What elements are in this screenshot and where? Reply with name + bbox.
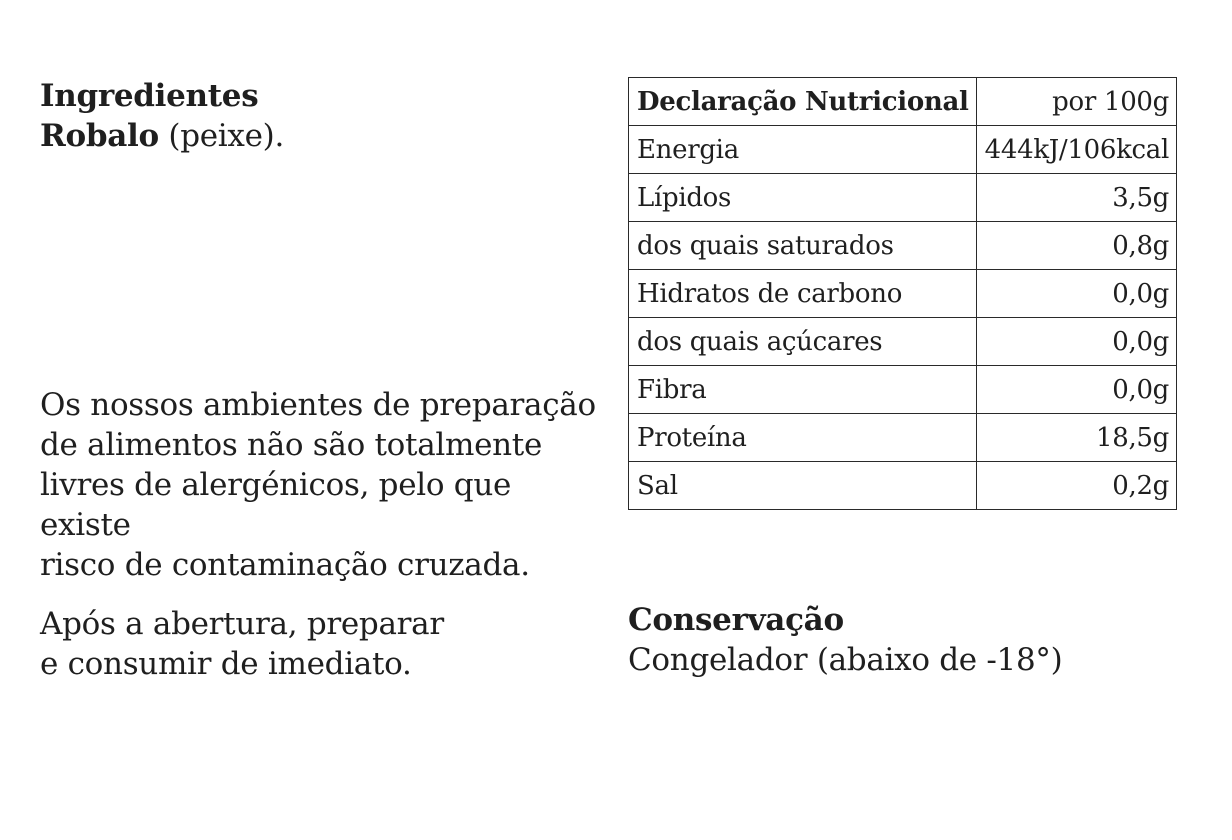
allergen-line: Os nossos ambientes de preparação bbox=[40, 387, 596, 423]
nutrition-header-label: Declaração Nutricional bbox=[629, 78, 977, 126]
ingredients-list bbox=[40, 116, 600, 156]
after-opening-instructions bbox=[40, 604, 600, 684]
nutrition-row bbox=[629, 270, 1177, 318]
after-opening-line: Após a abertura, preparar bbox=[40, 606, 444, 642]
nutrient-value: 0,8g bbox=[976, 222, 1176, 270]
ingredients-section bbox=[40, 76, 600, 156]
nutrition-row bbox=[629, 462, 1177, 510]
nutrition-row bbox=[629, 318, 1177, 366]
ingredient-main: Robalo bbox=[40, 118, 159, 154]
nutrition-row bbox=[629, 174, 1177, 222]
nutrient-label: dos quais saturados bbox=[629, 222, 977, 270]
nutrient-value: 18,5g bbox=[976, 414, 1176, 462]
conservation-section bbox=[628, 600, 1208, 680]
nutrition-row bbox=[629, 366, 1177, 414]
nutrition-header-row bbox=[629, 78, 1177, 126]
nutrient-label: Hidratos de carbono bbox=[629, 270, 977, 318]
allergen-line: livres de alergénicos, pelo que existe bbox=[40, 467, 512, 543]
nutrition-row bbox=[629, 414, 1177, 462]
nutrient-label: Proteína bbox=[629, 414, 977, 462]
nutrient-value: 0,0g bbox=[976, 318, 1176, 366]
nutrient-label: Lípidos bbox=[629, 174, 977, 222]
nutrition-header-per: por 100g bbox=[976, 78, 1176, 126]
nutrient-label: Fibra bbox=[629, 366, 977, 414]
nutrient-value: 0,2g bbox=[976, 462, 1176, 510]
allergen-notice bbox=[40, 385, 610, 585]
nutrient-value: 444kJ/106kcal bbox=[976, 126, 1176, 174]
conservation-text: Congelador (abaixo de -18°) bbox=[628, 642, 1063, 678]
nutrient-value: 3,5g bbox=[976, 174, 1176, 222]
nutrient-label: dos quais açúcares bbox=[629, 318, 977, 366]
nutrition-row bbox=[629, 222, 1177, 270]
after-opening-line: e consumir de imediato. bbox=[40, 646, 412, 682]
nutrition-row bbox=[629, 126, 1177, 174]
ingredients-heading: Ingredientes bbox=[40, 78, 259, 114]
nutrient-value: 0,0g bbox=[976, 366, 1176, 414]
conservation-heading: Conservação bbox=[628, 602, 844, 638]
nutrient-label: Energia bbox=[629, 126, 977, 174]
nutrient-label: Sal bbox=[629, 462, 977, 510]
allergen-line: risco de contaminação cruzada. bbox=[40, 547, 530, 583]
nutrition-table bbox=[628, 77, 1177, 510]
ingredient-note: (peixe). bbox=[168, 118, 284, 154]
allergen-line: de alimentos não são totalmente bbox=[40, 427, 543, 463]
nutrient-value: 0,0g bbox=[976, 270, 1176, 318]
